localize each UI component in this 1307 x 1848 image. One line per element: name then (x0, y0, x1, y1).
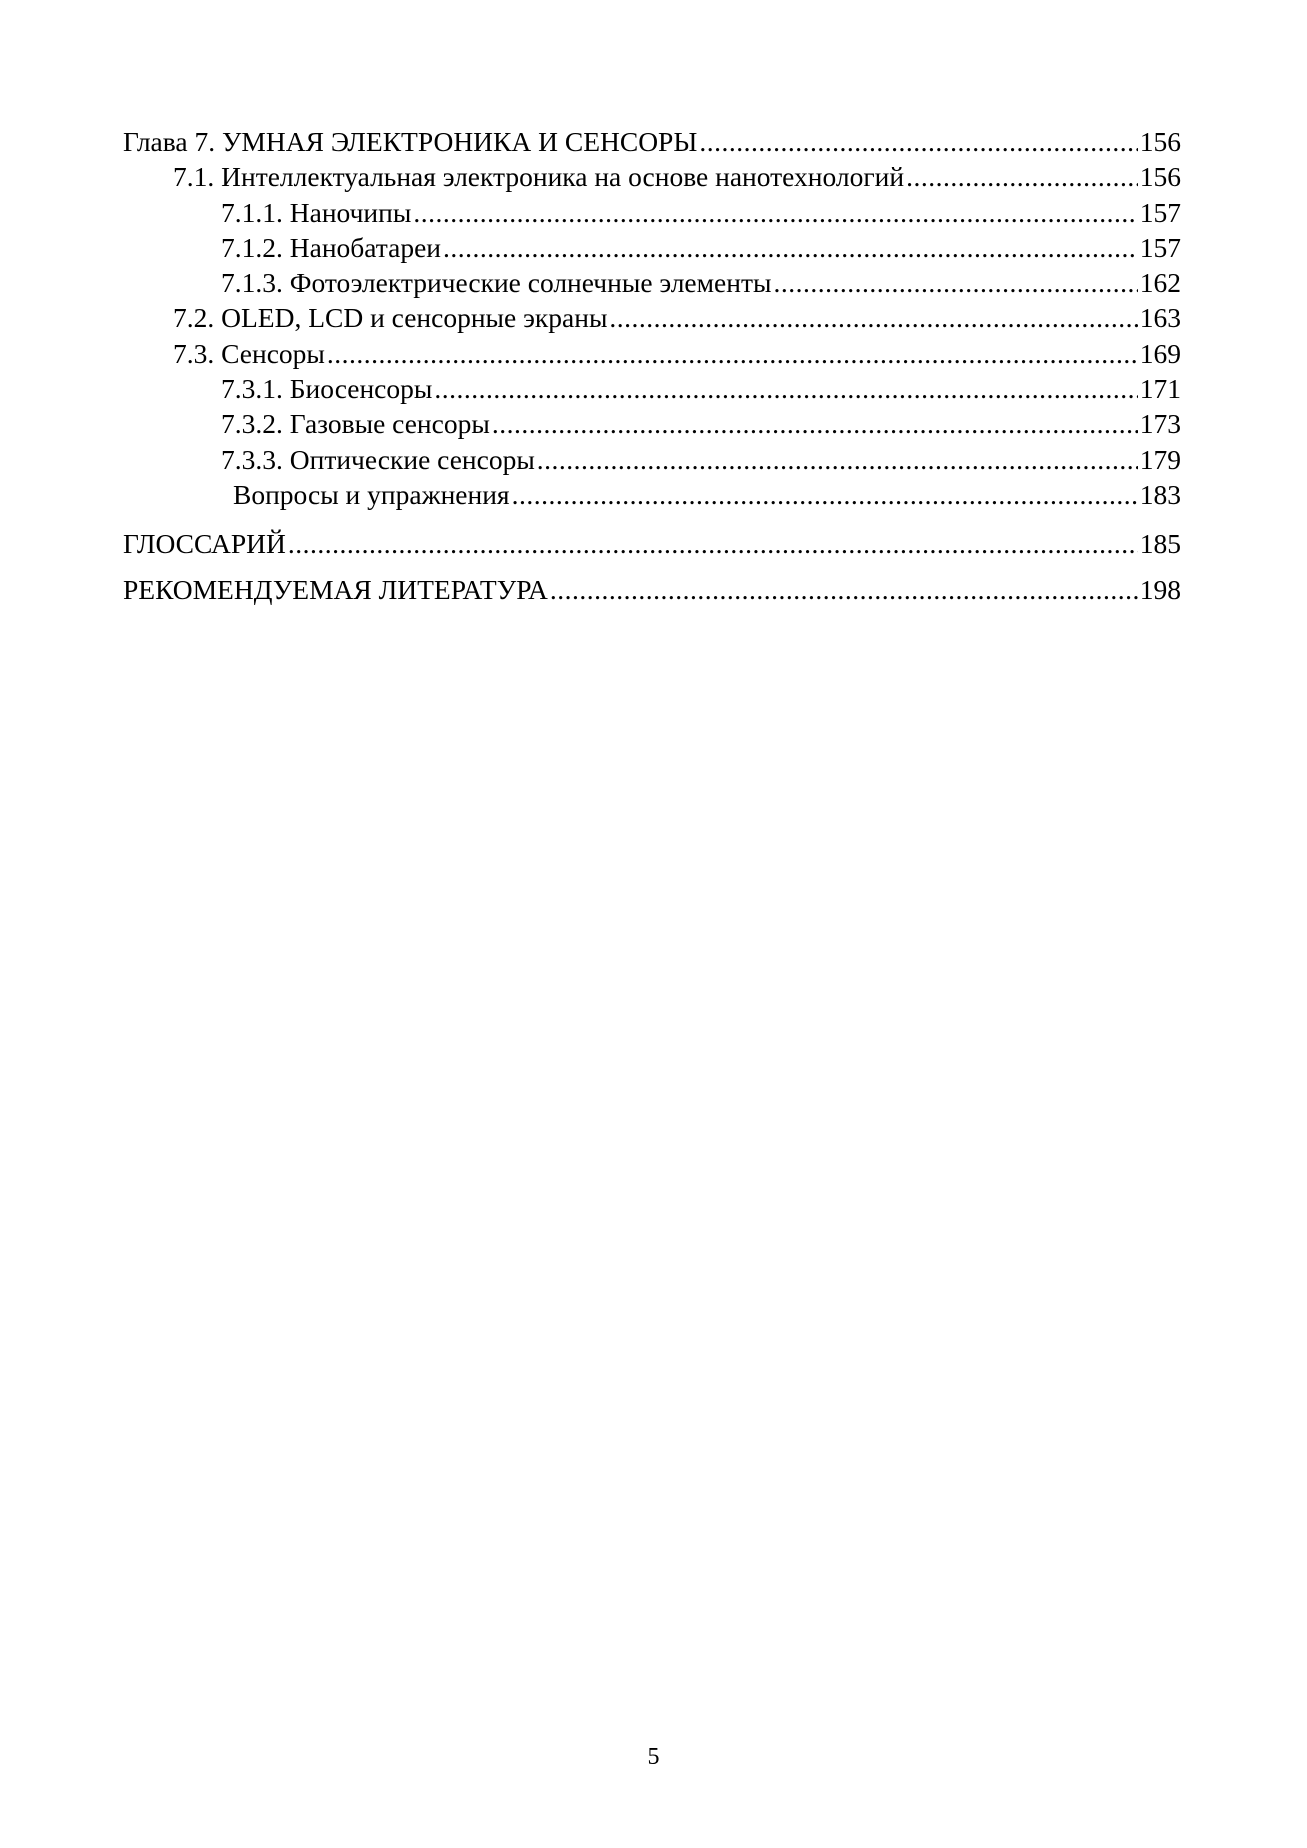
toc-entry-page: 198 (1139, 573, 1181, 605)
toc-entry-7-1-2[interactable] (123, 230, 1181, 265)
toc-entry-page: 173 (1139, 408, 1181, 440)
toc-entry-label: 7.1. Интеллектуальная электроника на основе нанотехнологий (173, 161, 905, 193)
toc-entry-page: 162 (1139, 267, 1181, 299)
toc-entry-7-1[interactable] (123, 159, 1181, 194)
toc-entry-page: 183 (1139, 478, 1181, 510)
toc-entry-glossary[interactable] (123, 526, 1181, 561)
toc-entry-page: 157 (1139, 196, 1181, 228)
toc-entry-label: 7.3.1. Биосенсоры (221, 373, 433, 405)
dot-leader (609, 300, 1137, 335)
toc-entry-7-2[interactable] (123, 300, 1181, 335)
toc-entry-7-3-3[interactable] (123, 442, 1181, 477)
dot-leader (537, 442, 1138, 477)
dot-leader (413, 195, 1137, 230)
dot-leader (773, 265, 1137, 300)
toc-entry-label: ГЛОССАРИЙ (123, 528, 286, 560)
toc-entry-label: 7.1.2. Нанобатареи (221, 231, 441, 263)
toc-entry-page: 179 (1139, 443, 1181, 475)
dot-leader (550, 572, 1138, 607)
dot-leader (288, 526, 1138, 561)
toc-entry-label: РЕКОМЕНДУЕМАЯ ЛИТЕРАТУРА (123, 573, 548, 605)
toc-entry-page: 171 (1139, 373, 1181, 405)
toc-entry-chapter-7[interactable] (123, 124, 1181, 159)
toc-entry-7-1-3[interactable] (123, 265, 1181, 300)
dot-leader (492, 406, 1138, 441)
toc-entry-label: 7.3. Сенсоры (173, 337, 325, 369)
toc-entry-label: 7.1.3. Фотоэлектрические солнечные элементы (221, 267, 772, 299)
toc-entry-page: 169 (1139, 337, 1181, 369)
toc-entry-label: Вопросы и упражнения (233, 478, 510, 510)
table-of-contents (123, 124, 1181, 607)
toc-entry-7-3-1[interactable] (123, 371, 1181, 406)
toc-entry-7-3[interactable] (123, 336, 1181, 371)
toc-entry-7-3-2[interactable] (123, 406, 1181, 441)
toc-entry-page: 156 (1139, 126, 1181, 157)
dot-leader (906, 159, 1138, 194)
toc-entry-label: 7.2. OLED, LCD и сенсорные экраны (173, 302, 608, 334)
toc-entry-page: 157 (1139, 231, 1181, 263)
page-number: 5 (647, 1744, 660, 1770)
toc-entry-label: 7.3.2. Газовые сенсоры (221, 408, 490, 440)
dot-leader (699, 124, 1137, 159)
toc-entry-page: 185 (1139, 528, 1181, 560)
dot-leader (327, 336, 1138, 371)
toc-entry-label: 7.3.3. Оптические сенсоры (221, 443, 535, 475)
dot-leader (434, 371, 1137, 406)
toc-entry-questions[interactable] (123, 477, 1181, 512)
toc-entry-page: 156 (1139, 161, 1181, 193)
toc-entry-7-1-1[interactable] (123, 195, 1181, 230)
toc-entry-page: 163 (1139, 302, 1181, 334)
dot-leader (512, 477, 1138, 512)
toc-entry-label: Глава 7. УМНАЯ ЭЛЕКТРОНИКА И СЕНСОРЫ (123, 126, 698, 157)
dot-leader (443, 230, 1138, 265)
toc-entry-label: 7.1.1. Наночипы (221, 196, 412, 228)
toc-entry-references[interactable] (123, 572, 1181, 607)
